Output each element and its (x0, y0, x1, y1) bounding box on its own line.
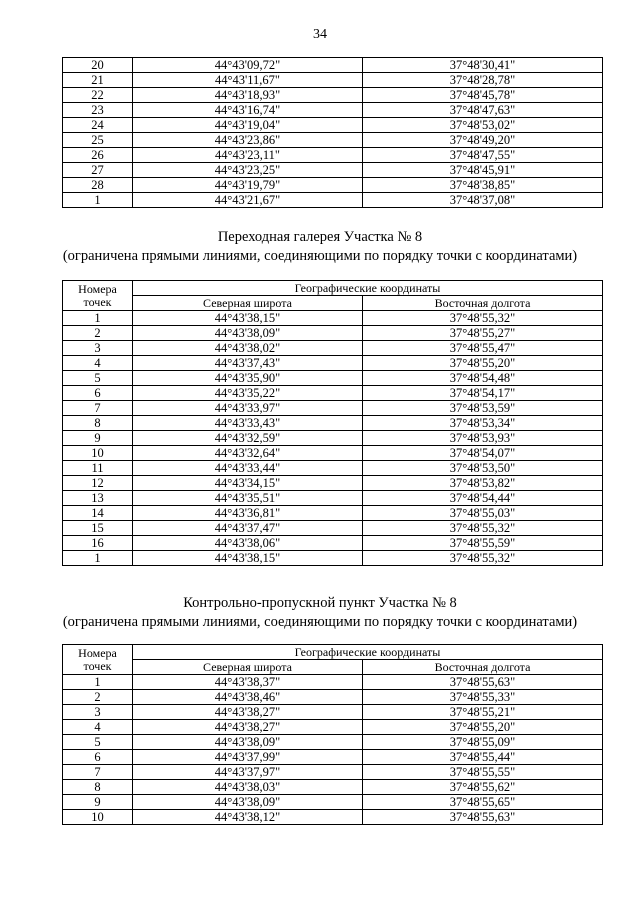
point-number-cell: 24 (63, 118, 133, 133)
north-latitude-cell: 44°43'38,09" (133, 735, 363, 750)
point-number-cell: 22 (63, 88, 133, 103)
table-row (63, 73, 603, 88)
north-latitude-cell: 44°43'19,79" (133, 178, 363, 193)
point-number-cell: 5 (63, 371, 133, 386)
east-longitude-cell: 37°48'55,03" (363, 506, 603, 521)
east-longitude-cell: 37°48'47,55" (363, 148, 603, 163)
point-number-cell: 8 (63, 416, 133, 431)
east-longitude-cell: 37°48'45,91" (363, 163, 603, 178)
header-geo-coordinates: Географические координаты (133, 645, 603, 660)
point-number-cell: 10 (63, 446, 133, 461)
north-latitude-cell: 44°43'38,27" (133, 705, 363, 720)
north-latitude-cell: 44°43'35,22" (133, 386, 363, 401)
east-longitude-cell: 37°48'54,07" (363, 446, 603, 461)
north-latitude-cell: 44°43'38,37" (133, 675, 363, 690)
point-number-cell: 2 (63, 326, 133, 341)
north-latitude-cell: 44°43'38,09" (133, 795, 363, 810)
north-latitude-cell: 44°43'38,09" (133, 326, 363, 341)
east-longitude-cell: 37°48'54,44" (363, 491, 603, 506)
north-latitude-cell: 44°43'11,67" (133, 73, 363, 88)
header-num-line1: Номера (78, 281, 117, 296)
point-number-cell: 14 (63, 506, 133, 521)
table-row (63, 341, 603, 356)
east-longitude-cell: 37°48'53,02" (363, 118, 603, 133)
point-number-cell: 9 (63, 431, 133, 446)
north-latitude-cell: 44°43'38,02" (133, 341, 363, 356)
table-row (63, 551, 603, 566)
east-longitude-cell: 37°48'53,34" (363, 416, 603, 431)
point-number-cell: 2 (63, 690, 133, 705)
point-number-cell: 21 (63, 73, 133, 88)
east-longitude-cell: 37°48'55,09" (363, 735, 603, 750)
coordinates-table-continued (62, 57, 603, 208)
north-latitude-cell: 44°43'35,90" (133, 371, 363, 386)
table-row (63, 491, 603, 506)
table-row (63, 133, 603, 148)
point-number-cell: 11 (63, 461, 133, 476)
east-longitude-cell: 37°48'55,32" (363, 551, 603, 566)
page-number: 34 (313, 27, 327, 42)
east-longitude-cell: 37°48'55,59" (363, 536, 603, 551)
table-row (63, 446, 603, 461)
coordinates-table-gallery (62, 280, 603, 566)
header-num-line2: точек (83, 658, 112, 673)
north-latitude-cell: 44°43'38,46" (133, 690, 363, 705)
north-latitude-cell: 44°43'38,03" (133, 780, 363, 795)
point-number-cell: 9 (63, 795, 133, 810)
point-number-cell: 1 (63, 675, 133, 690)
point-number-cell: 15 (63, 521, 133, 536)
east-longitude-cell: 37°48'55,44" (363, 750, 603, 765)
north-latitude-cell: 44°43'23,11" (133, 148, 363, 163)
table-row (63, 326, 603, 341)
north-latitude-cell: 44°43'23,25" (133, 163, 363, 178)
table-row (63, 311, 603, 326)
east-longitude-cell: 37°48'38,85" (363, 178, 603, 193)
header-east-longitude: Восточная долгота (363, 296, 603, 311)
north-latitude-cell: 44°43'38,27" (133, 720, 363, 735)
point-number-cell: 3 (63, 341, 133, 356)
north-latitude-cell: 44°43'19,04" (133, 118, 363, 133)
north-latitude-cell: 44°43'18,93" (133, 88, 363, 103)
north-latitude-cell: 44°43'33,43" (133, 416, 363, 431)
table-row (63, 765, 603, 780)
point-number-cell: 20 (63, 58, 133, 73)
point-number-cell: 7 (63, 401, 133, 416)
north-latitude-cell: 44°43'23,86" (133, 133, 363, 148)
north-latitude-cell: 44°43'38,12" (133, 810, 363, 825)
north-latitude-cell: 44°43'37,97" (133, 765, 363, 780)
table-row (63, 416, 603, 431)
point-number-cell: 23 (63, 103, 133, 118)
east-longitude-cell: 37°48'30,41" (363, 58, 603, 73)
east-longitude-cell: 37°48'55,63" (363, 675, 603, 690)
section-subtitle: (ограничена прямыми линиями, соединяющими по порядку точки с координатами) (62, 248, 578, 264)
header-num-line1: Номера (78, 645, 117, 660)
east-longitude-cell: 37°48'55,20" (363, 720, 603, 735)
table-row (63, 690, 603, 705)
point-number-cell: 6 (63, 750, 133, 765)
east-longitude-cell: 37°48'53,50" (363, 461, 603, 476)
east-longitude-cell: 37°48'45,78" (363, 88, 603, 103)
east-longitude-cell: 37°48'55,47" (363, 341, 603, 356)
table-row (63, 431, 603, 446)
header-east-longitude: Восточная долгота (363, 660, 603, 675)
table-row (63, 780, 603, 795)
table-row (63, 675, 603, 690)
table-row (63, 521, 603, 536)
header-north-latitude: Северная широта (133, 660, 363, 675)
point-number-cell: 26 (63, 148, 133, 163)
table-row (63, 193, 603, 208)
point-number-cell: 4 (63, 356, 133, 371)
table-row (63, 735, 603, 750)
north-latitude-cell: 44°43'09,72" (133, 58, 363, 73)
east-longitude-cell: 37°48'53,59" (363, 401, 603, 416)
point-number-cell: 8 (63, 780, 133, 795)
table-row (63, 705, 603, 720)
point-number-cell: 10 (63, 810, 133, 825)
point-number-cell: 16 (63, 536, 133, 551)
table-row (63, 356, 603, 371)
north-latitude-cell: 44°43'32,64" (133, 446, 363, 461)
table-row (63, 148, 603, 163)
east-longitude-cell: 37°48'54,48" (363, 371, 603, 386)
table-body (63, 58, 603, 208)
table-body (63, 311, 603, 566)
east-longitude-cell: 37°48'53,82" (363, 476, 603, 491)
point-number-cell: 4 (63, 720, 133, 735)
table-body (63, 675, 603, 825)
table-row (63, 401, 603, 416)
point-number-cell: 3 (63, 705, 133, 720)
header-num-line2: точек (83, 294, 112, 309)
point-number-cell: 7 (63, 765, 133, 780)
point-number-cell: 5 (63, 735, 133, 750)
north-latitude-cell: 44°43'34,15" (133, 476, 363, 491)
table-row (63, 461, 603, 476)
point-number-cell: 12 (63, 476, 133, 491)
east-longitude-cell: 37°48'55,62" (363, 780, 603, 795)
table-row (63, 750, 603, 765)
east-longitude-cell: 37°48'55,55" (363, 765, 603, 780)
table-row (63, 476, 603, 491)
east-longitude-cell: 37°48'47,63" (363, 103, 603, 118)
north-latitude-cell: 44°43'37,43" (133, 356, 363, 371)
east-longitude-cell: 37°48'55,65" (363, 795, 603, 810)
point-number-cell: 25 (63, 133, 133, 148)
table-row (63, 371, 603, 386)
east-longitude-cell: 37°48'55,32" (363, 521, 603, 536)
point-number-cell: 27 (63, 163, 133, 178)
east-longitude-cell: 37°48'28,78" (363, 73, 603, 88)
table-row (63, 536, 603, 551)
table-row (63, 58, 603, 73)
east-longitude-cell: 37°48'55,63" (363, 810, 603, 825)
table-row (63, 810, 603, 825)
east-longitude-cell: 37°48'53,93" (363, 431, 603, 446)
north-latitude-cell: 44°43'38,06" (133, 536, 363, 551)
north-latitude-cell: 44°43'35,51" (133, 491, 363, 506)
point-number-cell: 6 (63, 386, 133, 401)
point-number-cell: 1 (63, 193, 133, 208)
north-latitude-cell: 44°43'33,97" (133, 401, 363, 416)
east-longitude-cell: 37°48'55,20" (363, 356, 603, 371)
north-latitude-cell: 44°43'38,15" (133, 311, 363, 326)
north-latitude-cell: 44°43'16,74" (133, 103, 363, 118)
north-latitude-cell: 44°43'21,67" (133, 193, 363, 208)
section-title: Контрольно-пропускной пункт Участка № 8 (183, 595, 457, 611)
header-point-numbers (63, 645, 133, 675)
point-number-cell: 13 (63, 491, 133, 506)
table-row (63, 118, 603, 133)
header-north-latitude: Северная широта (133, 296, 363, 311)
east-longitude-cell: 37°48'55,27" (363, 326, 603, 341)
table-row (63, 103, 603, 118)
point-number-cell: 28 (63, 178, 133, 193)
east-longitude-cell: 37°48'55,32" (363, 311, 603, 326)
east-longitude-cell: 37°48'54,17" (363, 386, 603, 401)
east-longitude-cell: 37°48'55,21" (363, 705, 603, 720)
table-row (63, 88, 603, 103)
north-latitude-cell: 44°43'36,81" (133, 506, 363, 521)
point-number-cell: 1 (63, 311, 133, 326)
coordinates-table-checkpoint (62, 644, 603, 825)
north-latitude-cell: 44°43'37,47" (133, 521, 363, 536)
north-latitude-cell: 44°43'37,99" (133, 750, 363, 765)
east-longitude-cell: 37°48'49,20" (363, 133, 603, 148)
table-row (63, 178, 603, 193)
table-row (63, 386, 603, 401)
table-row (63, 506, 603, 521)
table-row (63, 720, 603, 735)
north-latitude-cell: 44°43'33,44" (133, 461, 363, 476)
section-subtitle: (ограничена прямыми линиями, соединяющими по порядку точки с координатами) (62, 614, 578, 630)
north-latitude-cell: 44°43'32,59" (133, 431, 363, 446)
header-point-numbers (63, 281, 133, 311)
east-longitude-cell: 37°48'37,08" (363, 193, 603, 208)
table-row (63, 795, 603, 810)
east-longitude-cell: 37°48'55,33" (363, 690, 603, 705)
table-row (63, 163, 603, 178)
header-geo-coordinates: Географические координаты (133, 281, 603, 296)
point-number-cell: 1 (63, 551, 133, 566)
north-latitude-cell: 44°43'38,15" (133, 551, 363, 566)
section-title: Переходная галерея Участка № 8 (217, 229, 423, 245)
